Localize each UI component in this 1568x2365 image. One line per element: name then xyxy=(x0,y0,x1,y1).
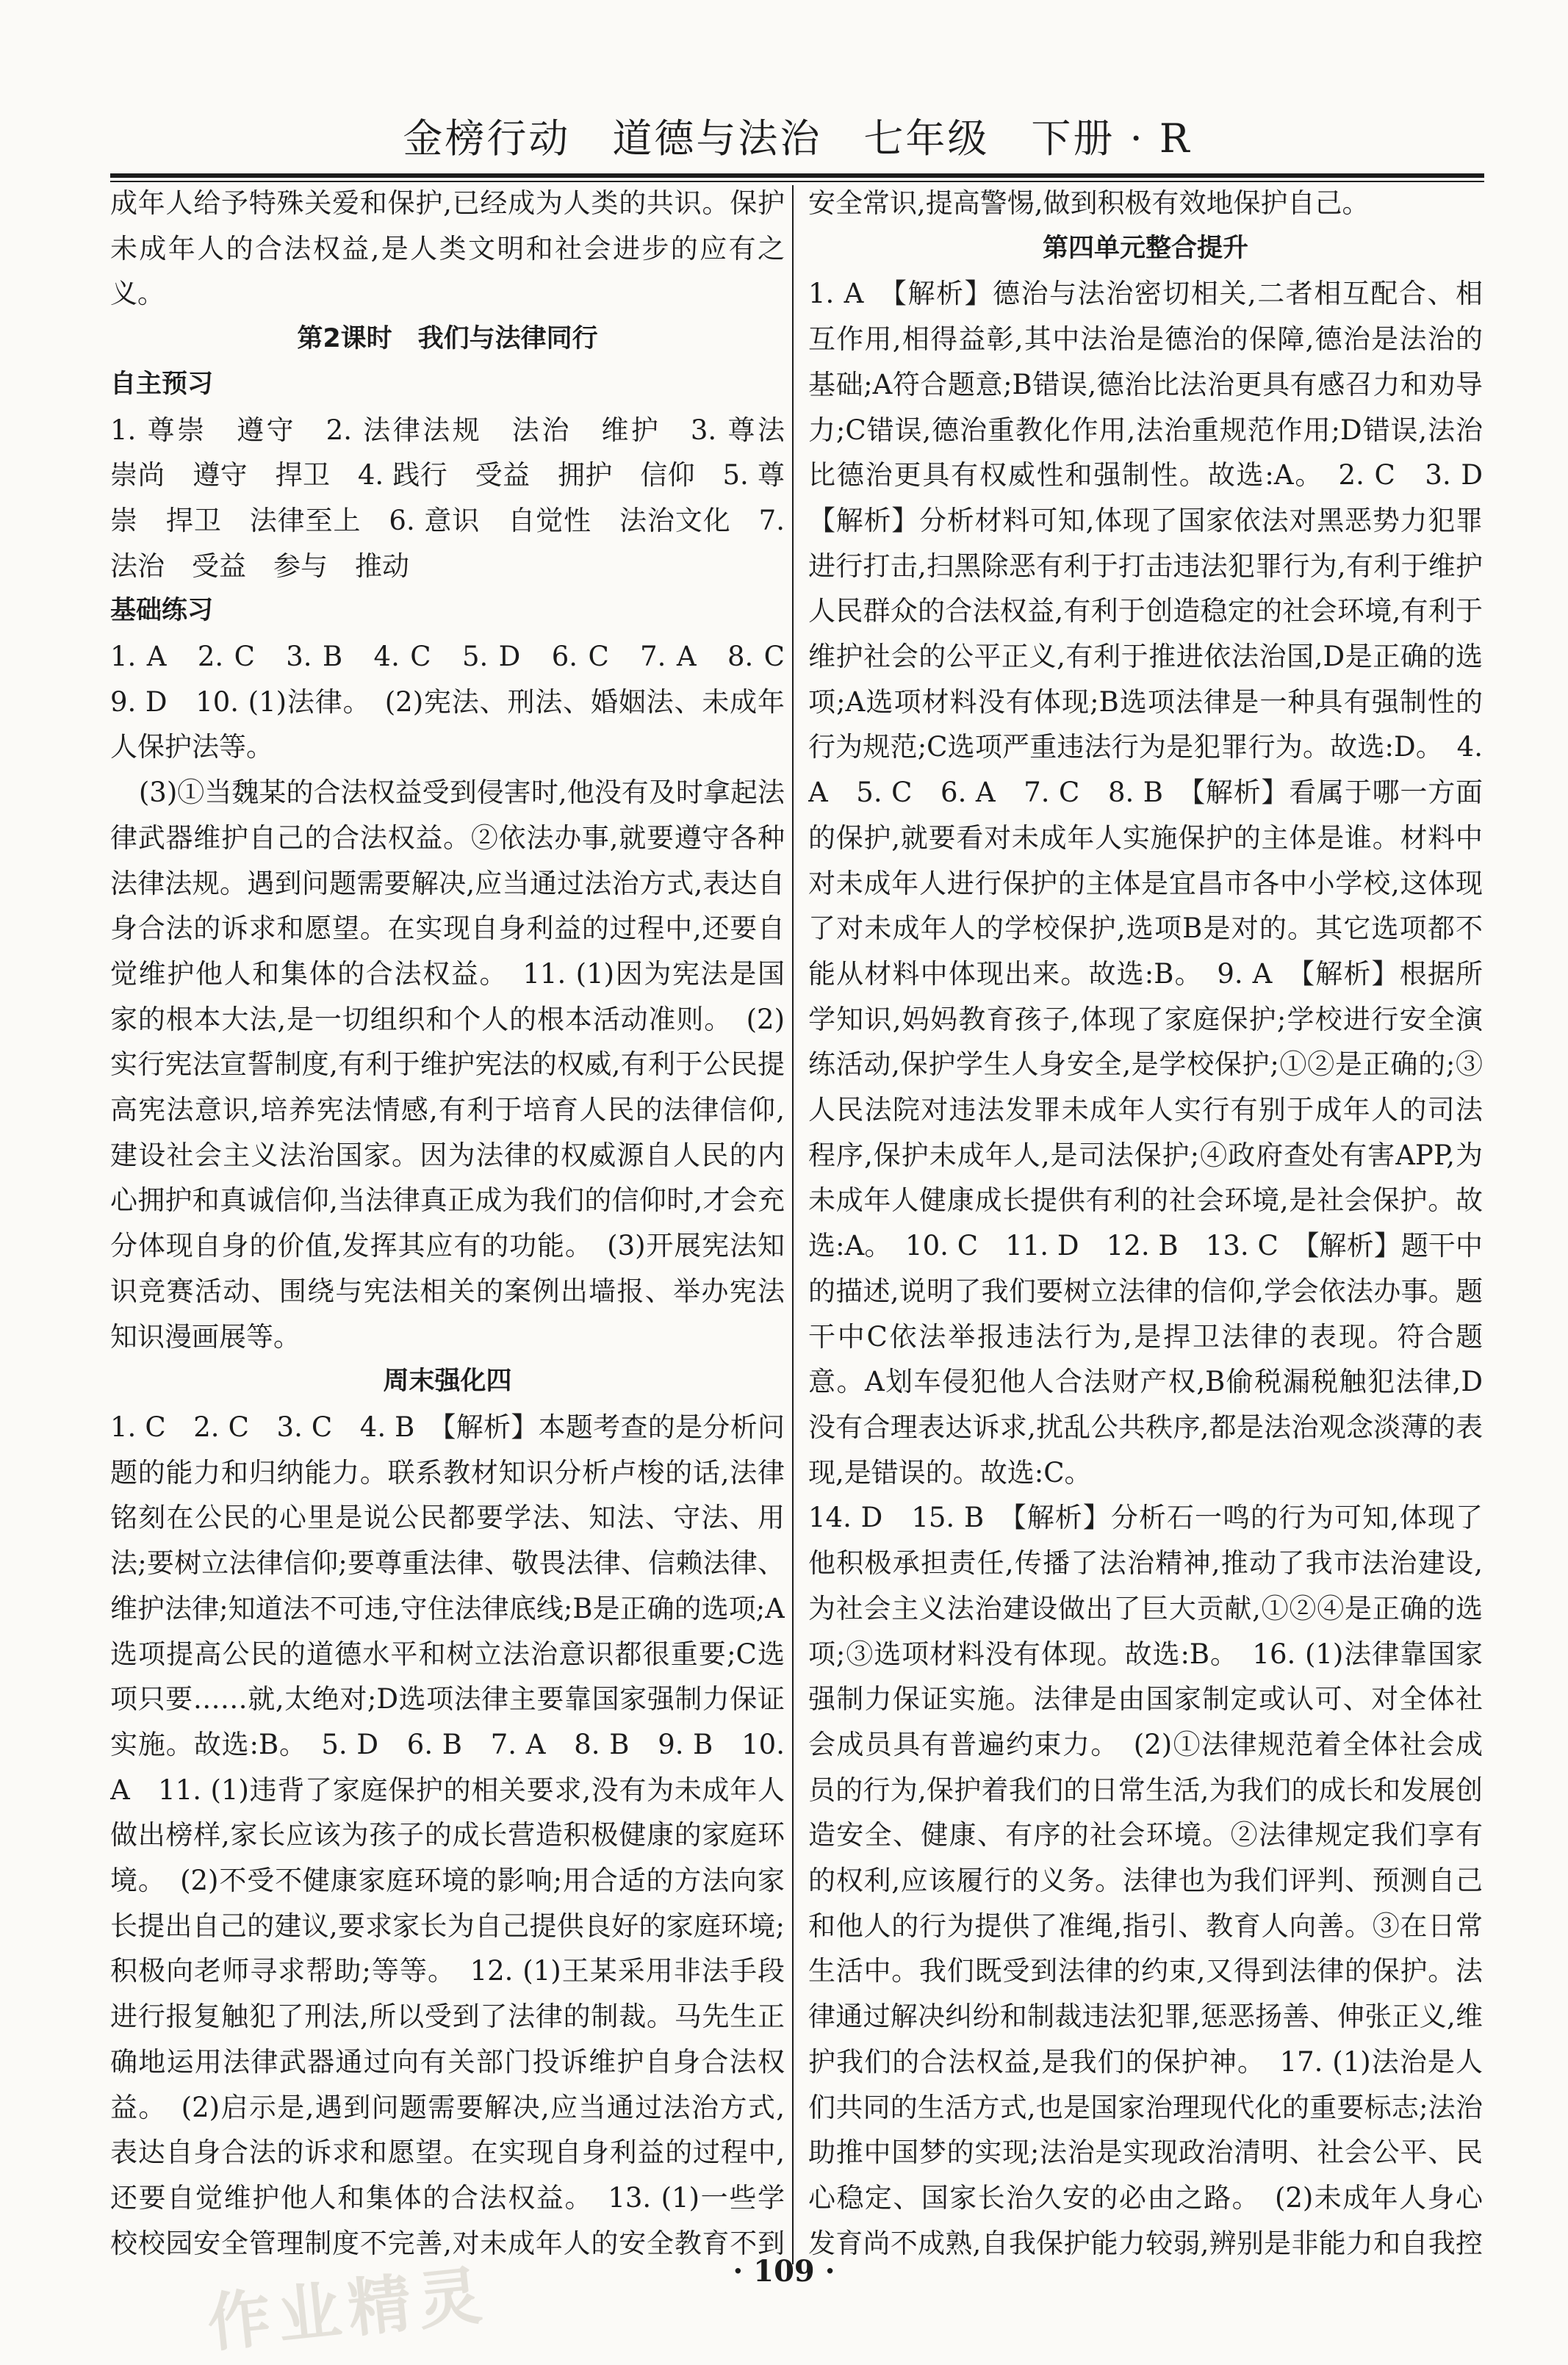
page-number: · 109 · xyxy=(733,2254,835,2289)
lesson-title: 第2课时 我们与法律同行 xyxy=(297,324,598,354)
column-divider xyxy=(792,185,794,2264)
unit-section-title: 第四单元整合提升 xyxy=(1042,233,1248,263)
right-column xyxy=(808,181,1483,2267)
unit-answers-1: 1. A 【解析】德治与法治密切相关,二者相互配合、相互作用,相得益彰,其中法治是德治的保障,德治是法治的基础;A符合题意;B错误,德治比法治更具有感召力和劝导力;C错误,德治重教化作用,法治重规范作用;D错误,法治比德治更具有权威性和强制性。故选:A。 2. C 3. D 【解析】分析材料可知,体现了国家依法对黑恶势力犯罪进行打击,扫黑除恶有利于打击违法犯罪行为,有利于维护人民群众的合法权益,有利于创造稳定的社会环境,有利于维护社会的公平正义,有利于推进依法治国,D是正确的选项;A选项材料没有体现;B选项法律是一种具有强制性的行为规范;C选项严重违法行为是犯罪行为。故选:D。 4. A 5. C 6. A 7. C 8. B 【解析】看属于哪一方面的保护,就要看对未成年人实施保护的主体是谁。材料中对未成年人进行保护的主体是宜昌市各中小学校,这体现了对未成年人的学校保护,选项B是对的。其它选项都不能从材料中体现出来。故选:B。 9. A 【解析】根据所学知识,妈妈教育孩子,体现了家庭保护;学校进行安全演练活动,保护学生人身安全,是学校保护;①②是正确的;③人民法院对违法发罪未成年人实行有别于成年人的司法程序,保护未成年人,是司法保护;④政府查处有害APP,为未成年人健康成长提供有利的社会环境,是社会保护。故选:A。 10. C 11. D 12. B 13. C 【解析】题干中的描述,说明了我们要树立法律的信仰,学会依法办事。题干中C依法举报违法行为,是捍卫法律的表现。符合题意。A划车侵犯他人合法财产权,B偷税漏税触犯法律,D没有合理表达诉求,扰乱公共秩序,都是法治观念淡薄的表现,是错误的。故选:C。 xyxy=(808,278,1483,1489)
practice-answers-2: (3)①当魏某的合法权益受到侵害时,他没有及时拿起法律武器维护自己的合法权益。②依法办事,就要遵守各种法律法规。遇到问题需要解决,应当通过法治方式,表达自身合法的诉求和愿望。在实现自身利益的过程中,还要自觉维护他人和集体的合法权益。 11. (1)因为宪法是国家的根本大法,是一切组织和个人的根本活动准则。 (2)实行宪法宣誓制度,有利于维护宪法的权威,有利于公民提高宪法意识,培养宪法情感,有利于培育人民的法律信仰,建设社会主义法治国家。因为法律的权威源自人民的内心拥护和真诚信仰,当法律真正成为我们的信仰时,才会充分体现自身的价值,发挥其应有的功能。 (3)开展宪法知识竞赛活动、围绕与宪法相关的案例出墙报、举办宪法知识漫画展等。 xyxy=(110,777,785,1353)
weekend-answers-1: 1. C 2. C 3. C 4. B 【解析】本题考查的是分析问题的能力和归纳能力。联系教材知识分析卢梭的话,法律铭刻在公民的心里是说公民都要学法、知法、守法、用法;要树立法律信仰;要尊重法律、敬畏法律、信赖法律、维护法律;知道法不可违,守住法律底线;B是正确的选项;A选项提高公民的道德水平和树立法治意识都很重要;C选项只要……就,太绝对;D选项法律主要靠国家强制力保证实施。故选:B。 5. D 6. B 7. A 8. B 9. B 10. A 11. (1)违背了家庭保护的相关要求,没有为未成年人做出榜样,家长应该为孩子的成长营造积极健康的家庭环境。 (2)不受不健康家庭环境的影响;用合适的方法向家长提出自己的建议,要求家长为自己提供良好的家庭环境;积极向老师寻求帮助;等等。 12. (1)王某采用非法手段进行报复触犯了刑法,所以受到了法律的制裁。马先生正确地运用法律武器通过向有关部门投诉维护自身合法权益。 (2)启示是,遇到问题需要解决,应当通过法治方式,表达自身合法的诉求和愿望。在实现自身利益的过程中,还要自觉维护他人和集体的合法权益。 13. (1)一些学校校园安全管理制度不完善,对未成年人的安全教育不到 xyxy=(110,1411,785,2259)
practice-answers-1: 1. A 2. C 3. B 4. C 5. D 6. C 7. A 8. C 9. D 10. (1)法律。 (2)宪法、刑法、婚姻法、未成年人保护法等。 xyxy=(110,641,785,763)
preview-answers: 1. 尊崇 遵守 2. 法律法规 法治 维护 3. 尊法 崇尚 遵守 捍卫 4. 践行 受益 拥护 信仰 5. 尊崇 捍卫 法律至上 6. 意识 自觉性 法治文化 7. 法治 受益 参与 推动 xyxy=(110,414,785,582)
left-column xyxy=(110,181,785,2267)
preview-section-title: 自主预习 xyxy=(110,369,214,399)
watermark-text: 作业精灵 xyxy=(204,2258,492,2361)
unit-answers-2: 14. D 15. B 【解析】分析石一鸣的行为可知,体现了他积极承担责任,传播了法治精神,推动了我市法治建设,为社会主义法治建设做出了巨大贡献,①②④是正确的选项;③选项材料没有体现。故选:B。 16. (1)法律靠国家强制力保证实施。法律是由国家制定或认可、对全体社会成员具有普遍约束力。 (2)①法律规范着全体社会成员的行为,保护着我们的日常生活,为我们的成长和发展创造安全、健康、有序的社会环境。②法律规定我们享有的权利,应该履行的义务。法律也为我们评判、预测自己和他人的行为提供了准绳,指引、教育人向善。③在日常生活中。我们既受到法律的约束,又得到法律的保护。法律通过解决纠纷和制裁违法犯罪,惩恶扬善、伸张正义,维护我们的合法权益,是我们的保护神。 17. (1)法治是人们共同的生活方式,也是国家治理现代化的重要标志;法治助推中国梦的实现;法治是实现政治清明、社会公平、民心稳定、国家长治久安的必由之路。 (2)未成年人身心发育尚不成熟,自我保护能力较弱,辨别是非能力和自我控 xyxy=(808,1502,1483,2259)
page-header-title: 金榜行动 道德与法治 七年级 下册 · R xyxy=(403,115,1192,162)
left-intro-paragraph: 成年人给予特殊关爱和保护,已经成为人类的共识。保护未成年人的合法权益,是人类文明和社会进步的应有之义。 xyxy=(110,187,785,310)
right-intro-paragraph: 安全常识,提高警惕,做到积极有效地保护自己。 xyxy=(808,187,1370,219)
practice-section-title: 基础练习 xyxy=(110,596,214,626)
header-rule-thick xyxy=(110,173,1484,178)
weekend-section-title: 周末强化四 xyxy=(383,1367,512,1397)
